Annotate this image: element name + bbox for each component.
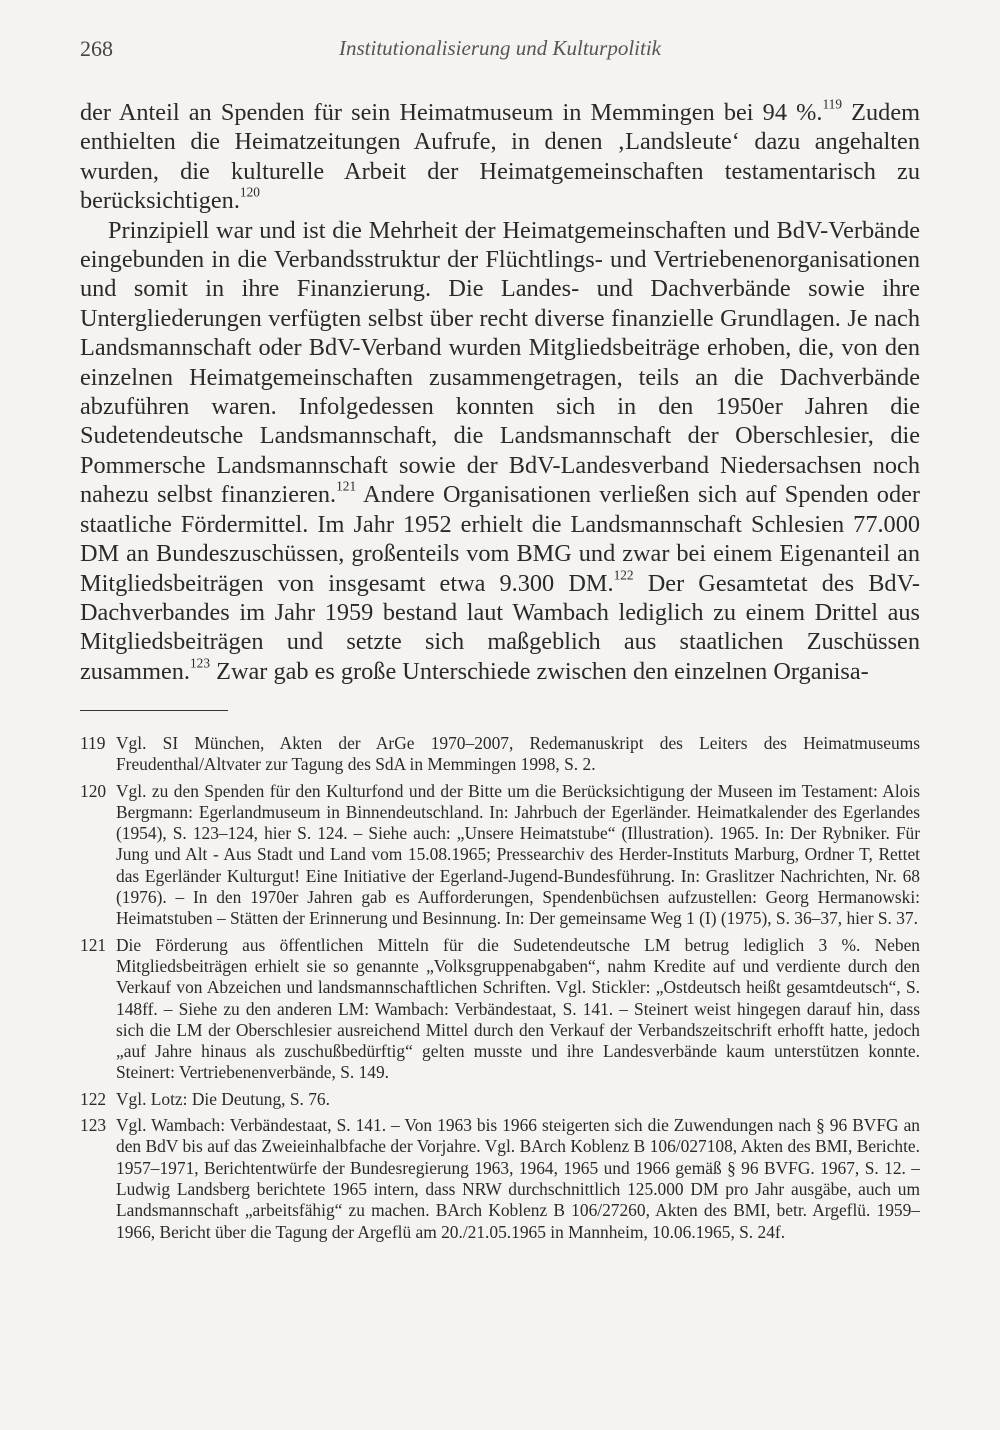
footnote-122 xyxy=(80,1089,920,1110)
footnote-120 xyxy=(80,781,920,930)
footnote-ref-119: 119 xyxy=(822,96,843,112)
text-run: Zwar gab es große Unterschiede zwischen den einzelnen Organisa- xyxy=(210,657,869,685)
footnote-ref-123: 123 xyxy=(189,655,211,671)
footnote-number: 120 xyxy=(80,780,107,801)
footnote-text: Vgl. zu den Spenden für den Kulturfond und der Bitte um die Berücksichtigung der Museen im Testament: Alois Bergmann: Egerlandmuseum in Binnendeutschland. In: Jahrbuch der Egerländer. Heimatkalender des Egerlandes (1954), S. 123–124, hier S. 124. – Siehe auch: „Unsere Heimatstube“ (Illustration). 1965. In: Der Rybniker. Für Jung und Alt - Aus Stadt und Land vom 15.08.1965; Pressearchiv des Herder-Instituts Marburg, Ordner T, Rettet das Egerländer Kulturgut! Eine Initiative der Egerland-Jugend-Bundesführung. In: Graslitzer Nachrichten, Nr. 68 (1976). – In den 1970er Jahren gab es Aufforderungen, Spendenbüchsen aufzustellen: Georg Hermanowski: Heimatstuben – Stätten der Erinnerung und Besinnung. In: Der gemeinsame Weg 1 (I) (1975), S. 36–37, hier S. 37. xyxy=(116,780,920,929)
footnotes xyxy=(80,733,920,1248)
footnote-text: Vgl. SI München, Akten der ArGe 1970–2007, Redemanuskript des Leiters des Heimatmuseums Freudenthal/Altvater zur Tagung des SdA in Memmingen 1998, S. 2. xyxy=(116,733,920,775)
paragraph-2 xyxy=(80,216,920,687)
footnote-ref-121: 121 xyxy=(336,478,357,494)
text-run: Zudem enthielten die Heimatzeitungen Aufrufe, in denen ‚Landsleute‘ dazu angehalten wurden, die kulturelle Arbeit der Heimatgemeinschaften testamentarisch zu berücksichtigen. xyxy=(80,99,920,215)
footnote-ref-120: 120 xyxy=(239,184,260,200)
footnote-ref-122: 122 xyxy=(613,567,634,583)
page-header xyxy=(80,36,920,70)
text-run: Prinzipiell war und ist die Mehrheit der Heimatgemeinschaften und BdV-Verbände eingebunden in die Verbandsstruktur der Flüchtlings- und Vertriebenenorganisationen und somit in ihre Finanzierung. Die Landes- und Dachverbände sowie ihre Untergliederungen verfügten selbst über recht diverse finanzielle Grundlagen. Je nach Landsmannschaft oder BdV-Verband wurden Mitgliedsbeiträge erhoben, die, von den einzelnen Heimatgemeinschaften zusammengetragen, teils an die Dachverbände abzuführen waren. Infolgedessen konnten sich in den 1950er Jahren die Sudetendeutsche Landsmannschaft, die Landsmannschaft der Oberschlesier, die Pommersche Landsmannschaft sowie der BdV-Landesverband Niedersachsen noch nahezu selbst finanzieren. xyxy=(80,216,920,509)
text-run: Andere Organisationen verließen sich auf Spenden oder staatliche Fördermittel. Im Jahr 1952 erhielt die Landsmannschaft Schlesien 77.000 DM an Bundeszuschüssen, großenteils vom BMG und zwar bei einem Eigenanteil an Mitgliedsbeiträgen von insgesamt etwa 9.300 DM. xyxy=(80,481,920,597)
page-number: 268 xyxy=(80,36,113,61)
footnote-separator xyxy=(80,710,228,711)
footnote-123 xyxy=(80,1115,920,1243)
footnote-number: 122 xyxy=(80,1088,107,1109)
text-run: Der Gesamtetat des BdV-Dachverbandes im Jahr 1959 bestand laut Wambach lediglich zu einem Drittel aus Mitgliedsbeiträgen und setzte sich maßgeblich aus staatlichen Zuschüssen zusammen. xyxy=(80,569,920,685)
footnote-119 xyxy=(80,733,920,776)
text-run: der Anteil an Spenden für sein Heimatmuseum in Memmingen bei 94 %. xyxy=(80,99,823,126)
footnote-text: Die Förderung aus öffentlichen Mitteln für die Sudetendeutsche LM betrug lediglich 3 %. Neben Mitgliedsbeiträgen erhielt sie so genannte „Volksgruppenabgaben“, nahm Kredite auf und verdiente durch den Verkauf von Abzeichen und landsmannschaftlichen Schriften. Vgl. Stickler: „Ostdeutsch heißt gesamtdeutsch“, S. 148ff. – Siehe zu den anderen LM: Wambach: Verbändestaat, S. 141. – Steinert weist hingegen darauf hin, dass sich die LM der Oberschlesier ausreichend Mittel durch den Verkauf der Verbandszeitschrift erhofft hatte, jedoch „auf Jahre hinaus als zuschußbedürftig“ gelten musste und ihre Landesverbände kaum unterstützen konnte. Steinert: Vertriebenenverbände, S. 149. xyxy=(116,934,920,1083)
footnote-text: Vgl. Wambach: Verbändestaat, S. 141. – Von 1963 bis 1966 steigerten sich die Zuwendungen nach § 96 BVFG an den BdV bis auf das Zweieinhalbfache der Vorjahre. Vgl. BArch Koblenz B 106/027108, Akten des BMI, Berichte. 1957–1971, Berichtentwürfe der Bundesregierung 1963, 1964, 1965 und 1966 gemäß § 96 BVFG. 1967, S. 12. – Ludwig Landsberg berichtete 1965 intern, dass NRW durchschnittlich 125.000 DM pro Jahr ausgäbe, auch um Landsmannschaft „arbeitsfähig“ zu machen. BArch Koblenz B 106/27260, Akten des BMI, betr. Argeflü. 1959–1966, Bericht über die Tagung der Argeflü am 20./21.05.1965 in Mannheim, 10.06.1965, S. 24f. xyxy=(116,1115,920,1242)
paragraph-1 xyxy=(80,98,920,216)
footnote-number: 123 xyxy=(80,1115,107,1136)
running-title: Institutionalisierung und Kulturpolitik xyxy=(338,36,661,60)
footnote-number: 121 xyxy=(80,934,107,955)
main-text xyxy=(80,98,920,686)
footnote-121 xyxy=(80,935,920,1084)
footnote-text: Vgl. Lotz: Die Deutung, S. 76. xyxy=(116,1088,330,1109)
footnote-number: 119 xyxy=(80,733,106,753)
